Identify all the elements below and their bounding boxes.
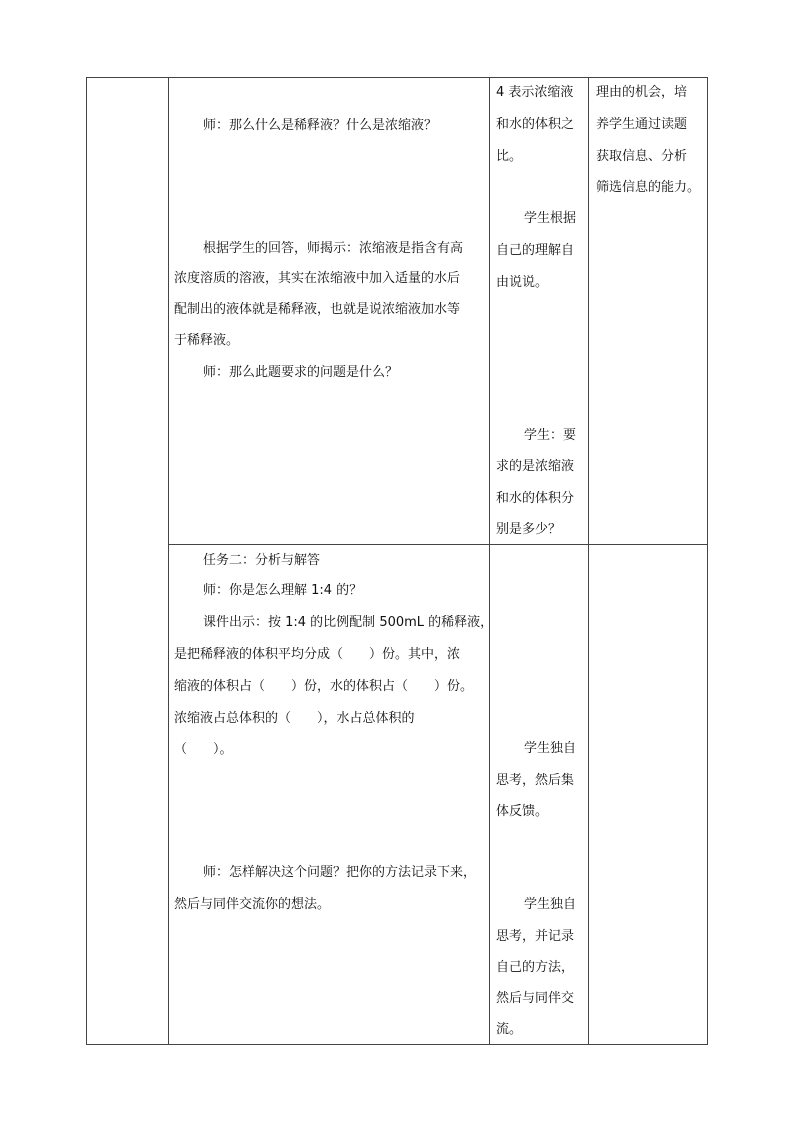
student-answer-line: 和水的体积之 <box>496 117 575 132</box>
task-heading: 任务二：分析与解答 <box>203 553 321 568</box>
courseware-line: 缩液的体积占（ ）份，水的体积占（ ）份。 <box>174 679 474 694</box>
teacher-paragraph-line: 浓度溶质的溶液，其实在浓缩液中加入适量的水后 <box>174 271 461 286</box>
table-bottom-border <box>86 1044 708 1045</box>
col-border-3 <box>489 77 490 1045</box>
student-answer-line: 学生独自 <box>524 897 577 912</box>
student-answer-line: 4 表示浓缩液 <box>496 85 574 100</box>
student-answer-line: 然后与同伴交 <box>496 991 575 1006</box>
design-intent-line: 养学生通过读题 <box>596 117 688 132</box>
courseware-line: 课件出示：按 1:4 的比例配制 500mL 的稀释液， <box>203 615 494 630</box>
teacher-paragraph-line: 根据学生的回答，师揭示：浓缩液是指含有高 <box>203 241 464 256</box>
design-intent-line: 理由的机会，培 <box>596 85 688 100</box>
student-answer-line: 别是多少？ <box>496 522 562 537</box>
student-answer-line: 学生独自 <box>524 741 577 756</box>
student-answer-line: 体反馈。 <box>496 804 549 819</box>
col-border-4 <box>588 77 589 1045</box>
student-answer-line: 思考，并记录 <box>496 929 575 944</box>
courseware-line: 是把稀释液的体积平均分成（ ）份。其中，浓 <box>174 647 461 662</box>
teacher-paragraph-line: 于稀释液。 <box>174 333 240 348</box>
teacher-question-1: 师：那么什么是稀释液？什么是浓缩液？ <box>203 118 438 133</box>
student-answer-line: 流。 <box>496 1022 523 1037</box>
col-border-2 <box>168 77 169 1045</box>
teacher-question-4: 师：怎样解决这个问题？把你的方法记录下来， <box>203 865 477 880</box>
courseware-line: （ ）。 <box>174 742 233 757</box>
student-answer-line: 学生根据 <box>524 211 577 226</box>
table-top-border <box>86 77 708 78</box>
row-divider <box>168 544 708 545</box>
student-answer-line: 自己的方法， <box>496 960 575 975</box>
teacher-paragraph-line: 配制出的液体就是稀释液，也就是说浓缩液加水等 <box>174 302 461 317</box>
student-answer-line: 由说说。 <box>496 275 549 290</box>
student-answer-line: 自己的理解自 <box>496 243 575 258</box>
courseware-line: 浓缩液占总体积的（ ），水占总体积的 <box>174 711 415 726</box>
student-answer-line: 求的是浓缩液 <box>496 459 575 474</box>
student-answer-line: 比。 <box>496 149 523 164</box>
col-border-5 <box>707 77 708 1045</box>
student-answer-line: 学生：要 <box>524 428 577 443</box>
teacher-question-4: 然后与同伴交流你的想法。 <box>174 897 331 912</box>
col-border-1 <box>86 77 87 1045</box>
student-answer-line: 思考，然后集 <box>496 773 575 788</box>
teacher-question-3: 师：你是怎么理解 1:4 的？ <box>203 583 363 598</box>
design-intent-line: 获取信息、分析 <box>596 149 688 164</box>
design-intent-line: 筛选信息的能力。 <box>596 180 701 195</box>
teacher-question-2: 师：那么此题要求的问题是什么？ <box>203 365 399 380</box>
student-answer-line: 和水的体积分 <box>496 491 575 506</box>
